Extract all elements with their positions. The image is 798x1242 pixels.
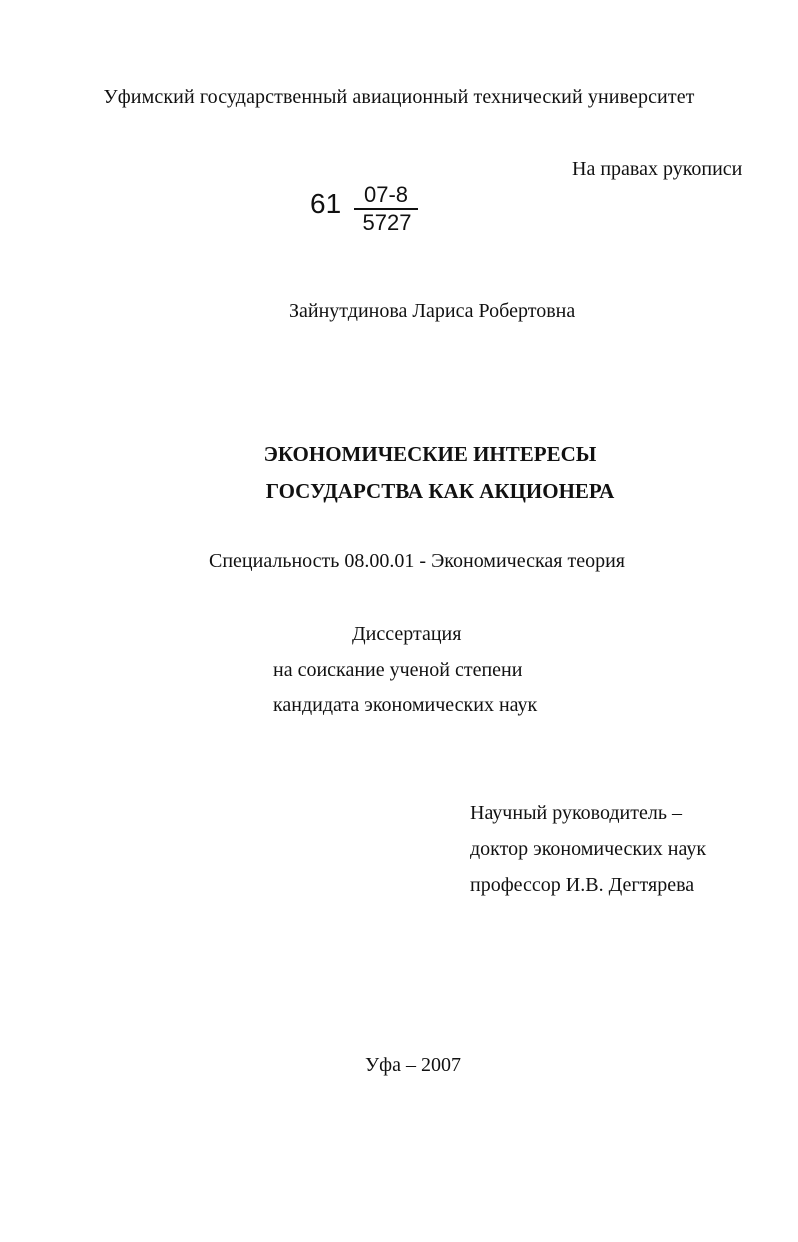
dissertation-line-3: кандидата экономических наук [273,694,538,716]
supervisor-line-1: Научный руководитель – [470,802,682,824]
thesis-title-line-1: ЭКОНОМИЧЕСКИЕ ИНТЕРЕСЫ [263,442,597,466]
dissertation-line-2: на соискание ученой степени [273,659,523,681]
dissertation-line-1: Диссертация [352,623,462,645]
library-code [310,182,430,242]
manuscript-note: На правах рукописи [572,158,743,180]
specialty: Специальность 08.00.01 - Экономическая теория [209,550,625,572]
thesis-title-line-2: ГОСУДАРСТВА КАК АКЦИОНЕРА [265,479,615,503]
supervisor-line-3: профессор И.В. Дегтярева [470,874,695,896]
city-year: Уфа – 2007 [365,1054,461,1076]
library-code-numerator: 07-8 [363,182,409,207]
library-code-denominator: 5727 [362,210,412,235]
library-code-prefix: 61 [310,188,342,219]
supervisor-line-2: доктор экономических наук [470,838,707,860]
author-name: Зайнутдинова Лариса Робертовна [289,300,576,322]
university-name: Уфимский государственный авиационный технический университет [103,86,695,108]
